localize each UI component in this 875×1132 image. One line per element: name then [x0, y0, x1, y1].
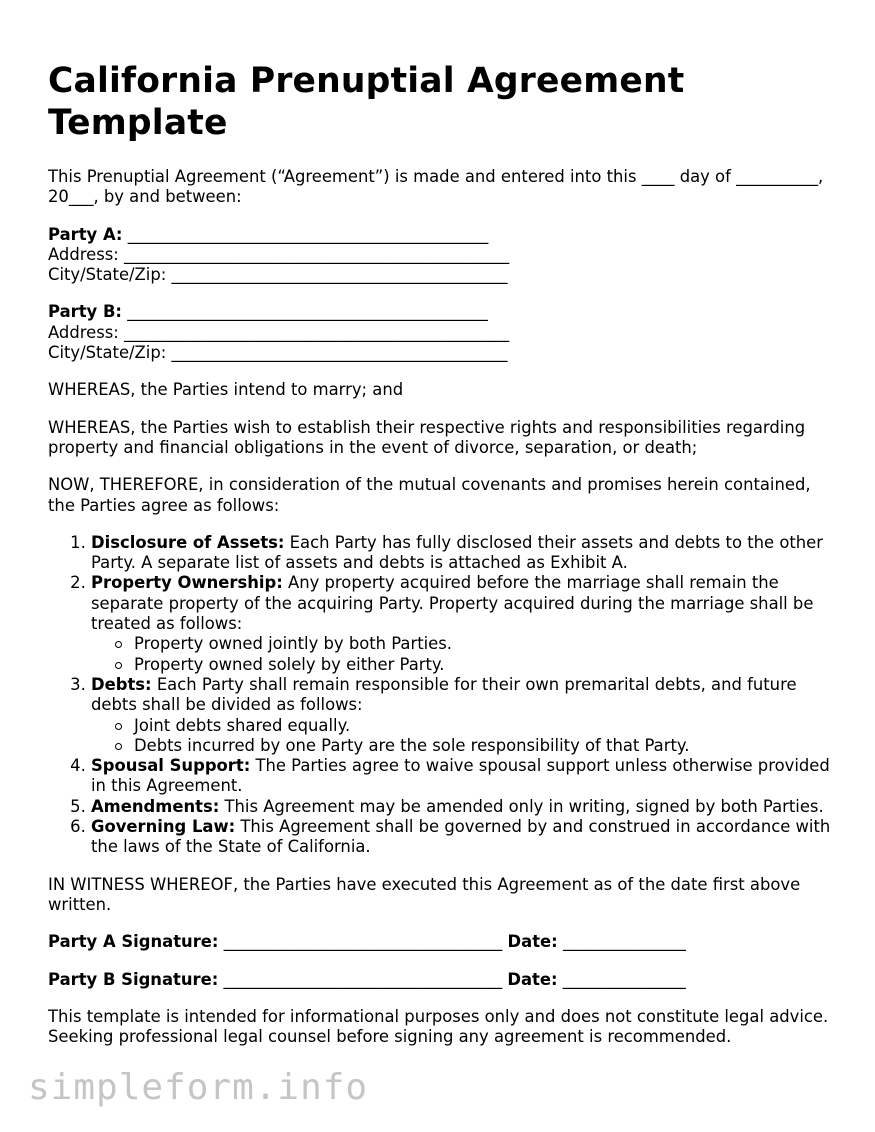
clause-item — [91, 675, 838, 756]
party-b-signature-blank: __________________________________ — [218, 969, 508, 989]
party-a-date-label: Date: — [507, 932, 558, 952]
party-b-blank: ____________________________________________ — [122, 302, 488, 322]
clause-sub-list — [91, 634, 838, 675]
party-b-city-line: City/State/Zip: _________________________________________ — [48, 343, 508, 363]
party-b-label: Party B: — [48, 302, 122, 322]
party-b-signature-line — [48, 970, 838, 990]
disclaimer-paragraph: This template is intended for informational purposes only and does not constitute legal advice. Seeking professional legal counsel before signing any agreement is recommended. — [48, 1006, 829, 1047]
party-a-blank: ____________________________________________ — [122, 224, 489, 244]
party-b-signature-label: Party B Signature: — [48, 969, 219, 989]
clause-text: This Agreement may be amended only in writing, signed by both Parties. — [219, 796, 824, 816]
now-therefore-paragraph: NOW, THEREFORE, in consideration of the mutual covenants and promises herein contained, the Parties agree as follows: — [48, 475, 811, 515]
document-page — [48, 60, 838, 1064]
clause-item — [91, 817, 838, 858]
witness-paragraph: IN WITNESS WHEREOF, the Parties have executed this Agreement as of the date first above written. — [48, 874, 801, 914]
whereas-paragraph-2: WHEREAS, the Parties wish to establish their respective rights and responsibilities regarding property and financial obligations in the event of divorce, separation, or death; — [48, 417, 806, 457]
party-a-label: Party A: — [48, 224, 123, 244]
clause-item — [91, 573, 838, 674]
party-a-signature-line — [48, 932, 838, 952]
clause-sub-item: Joint debts shared equally. — [111, 716, 838, 736]
party-b-address-line: Address: _______________________________________________ — [48, 322, 510, 342]
clause-title: Debts: — [91, 674, 152, 694]
party-a-date-blank: _______________ — [557, 932, 686, 952]
clause-title: Governing Law: — [91, 817, 236, 837]
clause-title: Disclosure of Assets: — [91, 532, 285, 552]
clause-item — [91, 533, 838, 574]
party-a-name-line — [48, 225, 838, 245]
clause-text: This Agreement shall be governed by and construed in accordance with the laws of the State of California. — [91, 817, 831, 857]
clause-sub-item: Property owned jointly by both Parties. — [111, 634, 838, 654]
clause-title: Spousal Support: — [91, 756, 251, 776]
party-a-signature-blank: __________________________________ — [218, 932, 508, 952]
clause-title: Property Ownership: — [91, 573, 283, 593]
clause-sub-item: Property owned solely by either Party. — [111, 655, 838, 675]
whereas-paragraph-1: WHEREAS, the Parties intend to marry; and — [48, 380, 404, 400]
party-a-city-line: City/State/Zip: _________________________________________ — [48, 265, 508, 285]
party-a-address-line: Address: _______________________________________________ — [48, 244, 510, 264]
clause-sub-item: Debts incurred by one Party are the sole responsibility of that Party. — [111, 736, 838, 756]
clause-text: Each Party shall remain responsible for their own premarital debts, and future debts shall be divided as follows: — [91, 674, 797, 715]
clause-text: The Parties agree to waive spousal support unless otherwise provided in this Agreement. — [91, 756, 830, 796]
clause-item — [91, 756, 838, 797]
page-title: California Prenuptial Agreement Template — [48, 61, 685, 143]
party-b-block — [48, 302, 838, 363]
intro-paragraph: This Prenuptial Agreement (“Agreement”) is made and entered into this ____ day of __________, 20___, by and between: — [48, 167, 824, 207]
party-b-date-blank: _______________ — [557, 969, 686, 989]
clause-sub-list — [91, 716, 838, 757]
clause-text: Each Party has fully disclosed their assets and debts to the other Party. A separate list of assets and debts is attached as Exhibit A. — [91, 532, 823, 573]
watermark: simpleform.info — [28, 1067, 369, 1108]
clause-text: Any property acquired before the marriage shall remain the separate property of the acquiring Party. Property acquired during the marriage shall be treated as follows: — [91, 573, 814, 634]
party-a-block — [48, 225, 838, 286]
party-a-signature-label: Party A Signature: — [48, 932, 219, 952]
clause-list — [48, 533, 838, 858]
clause-item — [91, 797, 838, 817]
party-b-name-line — [48, 302, 838, 322]
party-b-date-label: Date: — [507, 969, 558, 989]
clause-title: Amendments: — [91, 796, 220, 816]
